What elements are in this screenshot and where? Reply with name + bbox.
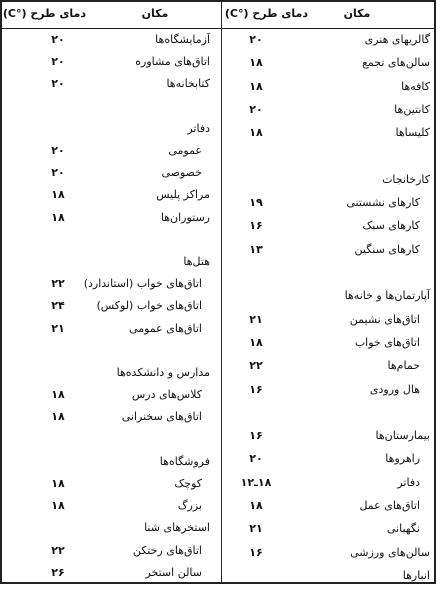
right-row-temp-4: ۱۸ bbox=[249, 126, 263, 140]
right-row-temp-18: ۲۰ bbox=[249, 452, 263, 466]
right-row-temp-1: ۱۸ bbox=[249, 56, 263, 70]
left-row-temp-20: ۱۸ bbox=[51, 477, 65, 490]
left-row-place-17: اتاق‌های سخنرانی bbox=[121, 410, 202, 424]
left-row-temp-13: ۲۱ bbox=[51, 321, 65, 335]
right-row-temp-3: ۲۰ bbox=[249, 102, 263, 116]
left-row-place-0: آزمایشگاه‌ها bbox=[155, 33, 210, 46]
right-row-place-14: حمام‌ها bbox=[387, 359, 420, 373]
header-right-place: مکان bbox=[343, 7, 371, 20]
right-row-temp-2: ۱۸ bbox=[249, 79, 263, 93]
left-row-place-6: خصوصی bbox=[161, 166, 202, 180]
right-row-place-4: کلیساها bbox=[395, 126, 430, 140]
right-row-place-21: نگهبانی bbox=[386, 522, 420, 536]
left-row-place-7: مراکز پلیس bbox=[156, 188, 210, 202]
right-row-place-12: اتاق‌های نشیمن bbox=[349, 312, 420, 326]
right-row-temp-20: ۱۸ bbox=[249, 499, 263, 512]
right-row-temp-9: ۱۳ bbox=[249, 242, 263, 256]
right-row-temp-0: ۲۰ bbox=[249, 33, 263, 46]
left-row-place-13: اتاق‌های عمومی bbox=[129, 321, 202, 335]
left-row-temp-2: ۲۰ bbox=[51, 77, 65, 91]
right-row-place-6: کارخانجات bbox=[382, 172, 430, 186]
right-row-place-11: آپارتمان‌ها و خانه‌ها bbox=[344, 289, 430, 303]
left-row-place-5: عمومی bbox=[168, 144, 202, 157]
left-row-place-15: مدارس و دانشکده‌ها bbox=[116, 366, 210, 379]
right-row-temp-7: ۱۹ bbox=[249, 196, 263, 210]
left-row-place-23: اتاق‌های رختکن bbox=[132, 543, 202, 557]
left-row-place-1: اتاق‌های مشاوره bbox=[135, 55, 210, 69]
left-row-place-24: سالن استخر bbox=[145, 565, 202, 579]
left-row-temp-7: ۱۸ bbox=[51, 188, 65, 202]
right-row-place-9: کارهای سنگین bbox=[354, 242, 420, 256]
left-row-place-16: کلاس‌های درس bbox=[131, 388, 202, 402]
right-row-place-23: انبارها bbox=[402, 568, 430, 582]
right-row-place-20: اتاق‌های عمل bbox=[359, 499, 420, 512]
left-row-temp-5: ۲۰ bbox=[51, 144, 65, 157]
right-row-place-0: گالریهای هنری bbox=[364, 33, 430, 46]
right-row-temp-14: ۲۲ bbox=[249, 359, 263, 373]
left-row-place-2: کتابخانه‌ها bbox=[166, 77, 210, 91]
left-row-temp-23: ۲۲ bbox=[51, 543, 65, 557]
right-row-place-2: کافه‌ها bbox=[401, 79, 430, 93]
left-row-temp-8: ۱۸ bbox=[51, 210, 65, 224]
left-row-temp-1: ۲۰ bbox=[51, 55, 65, 69]
right-row-place-19: دفاتر bbox=[397, 475, 420, 489]
right-row-temp-8: ۱۶ bbox=[249, 219, 263, 233]
left-row-temp-11: ۲۲ bbox=[51, 277, 65, 291]
right-row-place-17: بیمارستان‌ها bbox=[375, 429, 430, 443]
right-row-place-15: هال ورودی bbox=[369, 382, 420, 396]
header-divider bbox=[2, 28, 434, 29]
right-row-place-13: اتاق‌های خواب bbox=[354, 335, 420, 349]
left-row-place-22: استخرهای شنا bbox=[144, 521, 210, 535]
left-row-place-11: اتاق‌های خواب (استاندارد) bbox=[83, 277, 202, 291]
right-row-place-3: کانتین‌ها bbox=[394, 102, 430, 116]
header-left-temp: دمای طرح (°C) bbox=[2, 7, 86, 20]
left-row-temp-12: ۲۴ bbox=[51, 299, 65, 313]
right-row-place-22: سالن‌های ورزشی bbox=[350, 545, 430, 559]
left-row-place-19: فروشگاه‌ها bbox=[159, 454, 210, 468]
left-row-temp-16: ۱۸ bbox=[51, 388, 65, 402]
left-row-place-4: دفاتر bbox=[187, 121, 210, 135]
center-divider bbox=[221, 2, 222, 582]
right-row-temp-17: ۱۶ bbox=[249, 429, 263, 443]
left-row-place-20: کوچک bbox=[174, 477, 202, 490]
left-row-temp-6: ۲۰ bbox=[51, 166, 65, 180]
left-row-temp-21: ۱۸ bbox=[51, 499, 65, 513]
left-row-temp-24: ۲۶ bbox=[51, 565, 65, 579]
right-row-place-1: سالن‌های تجمع bbox=[362, 56, 430, 70]
right-row-place-18: راهروها bbox=[385, 452, 420, 466]
right-row-temp-12: ۲۱ bbox=[249, 312, 263, 326]
left-row-place-12: اتاق‌های خواب (لوکس) bbox=[96, 299, 202, 313]
left-row-place-10: هتل‌ها bbox=[183, 255, 210, 268]
left-row-temp-17: ۱۸ bbox=[51, 410, 65, 424]
right-row-temp-13: ۱۸ bbox=[249, 335, 263, 349]
right-row-temp-22: ۱۶ bbox=[249, 545, 263, 559]
right-row-temp-19: ۱۸ـ۱۲ bbox=[240, 475, 272, 489]
right-row-temp-15: ۱۶ bbox=[249, 382, 263, 396]
left-row-place-21: بزرگ bbox=[177, 499, 202, 513]
left-row-place-8: رستوران‌ها bbox=[160, 210, 210, 224]
left-row-temp-0: ۲۰ bbox=[51, 33, 65, 46]
right-row-place-8: کارهای سبک bbox=[362, 219, 420, 233]
header-right-temp: دمای طرح (°C) bbox=[224, 7, 308, 20]
header-left-place: مکان bbox=[141, 7, 169, 20]
right-row-place-7: کارهای نشستنی bbox=[346, 196, 420, 210]
right-row-temp-21: ۲۱ bbox=[249, 522, 263, 536]
